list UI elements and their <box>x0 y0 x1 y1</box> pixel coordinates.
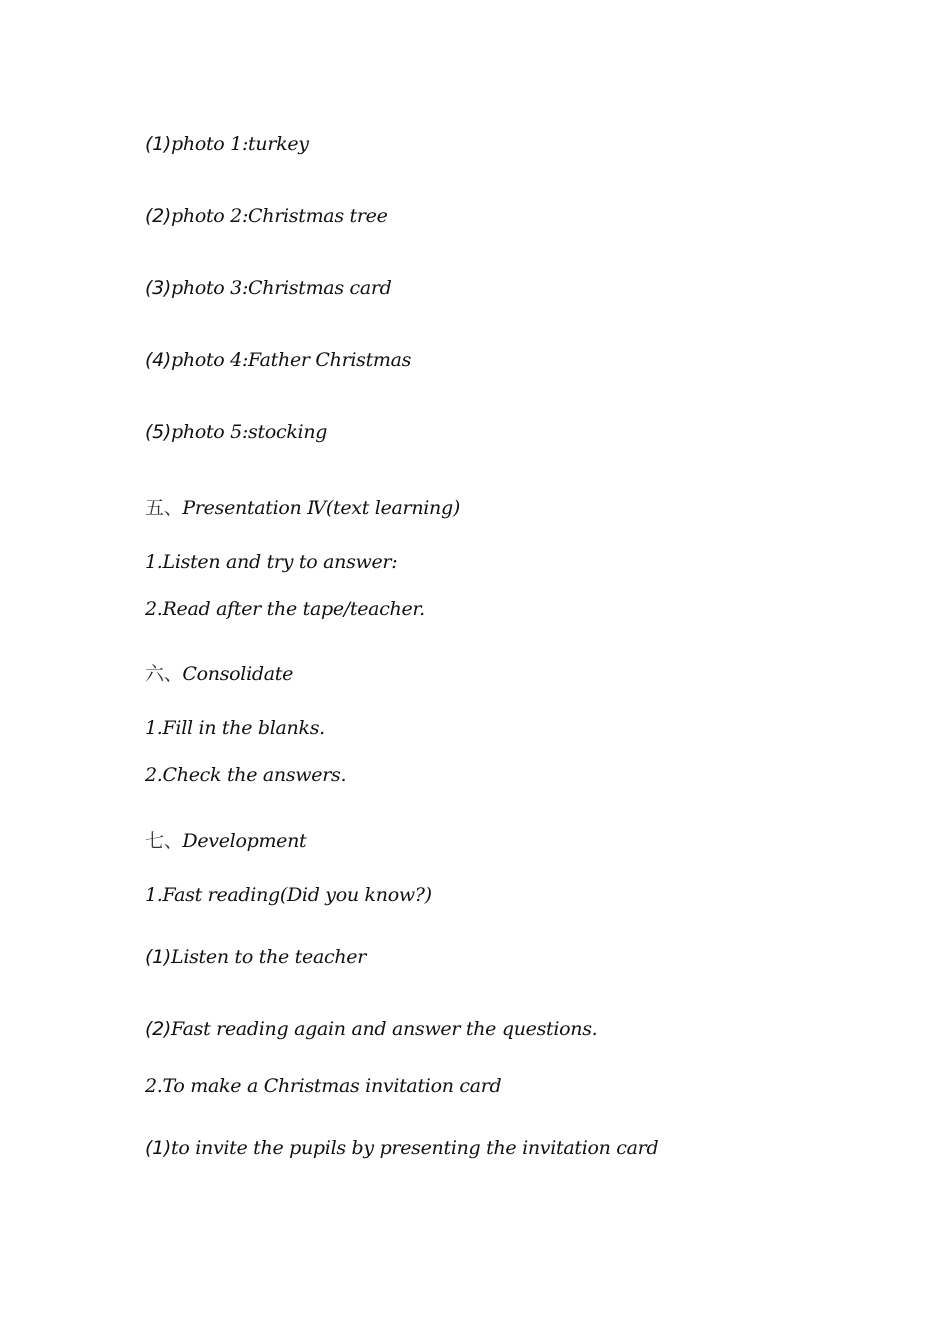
section-6-heading <box>145 659 293 686</box>
section-7-title: Development <box>182 830 307 852</box>
section-5-heading <box>145 493 460 520</box>
section-7-marker: 七、 <box>145 830 183 852</box>
section-6-item-1: 1.Fill in the blanks. <box>145 717 325 739</box>
photo-item-5-text: photo 5:stocking <box>171 421 328 443</box>
photo-item-1 <box>145 133 309 155</box>
photo-item-3-number: (3) <box>145 277 172 299</box>
photo-item-4-text: photo 4:Father Christmas <box>171 349 412 371</box>
photo-item-1-number: (1) <box>145 133 172 155</box>
photo-item-5 <box>145 421 327 443</box>
photo-item-2 <box>145 205 388 227</box>
section-5-title: Presentation Ⅳ(text learning) <box>182 497 460 519</box>
section-5-item-1: 1.Listen and try to answer: <box>145 551 398 573</box>
section-7-item-1-sub-1 <box>145 946 366 968</box>
photo-item-5-number: (5) <box>145 421 172 443</box>
section-7-item-1-sub-1-text: Listen to the teacher <box>171 946 366 968</box>
section-5-marker: 五、 <box>145 497 183 519</box>
section-7-item-1: 1.Fast reading(Did you know?) <box>145 884 432 906</box>
section-7-item-1-sub-2-number: (2) <box>145 1018 172 1040</box>
section-7-item-2-sub-1-text: to invite the pupils by presenting the invitation card <box>171 1137 659 1159</box>
section-7-heading <box>145 826 306 853</box>
photo-item-3 <box>145 277 392 299</box>
section-7-item-1-sub-2 <box>145 1018 597 1040</box>
photo-item-2-text: photo 2:Christmas tree <box>171 205 388 227</box>
section-7-item-2-sub-1-number: (1) <box>145 1137 172 1159</box>
photo-item-4-number: (4) <box>145 349 172 371</box>
section-7-item-1-sub-2-text: Fast reading again and answer the questions. <box>171 1018 598 1040</box>
photo-item-3-text: photo 3:Christmas card <box>171 277 392 299</box>
photo-item-4 <box>145 349 411 371</box>
section-6-marker: 六、 <box>145 663 183 685</box>
section-6-title: Consolidate <box>182 663 294 685</box>
section-5-item-2: 2.Read after the tape/teacher. <box>145 598 425 620</box>
section-6-item-2: 2.Check the answers. <box>145 764 347 786</box>
photo-item-1-text: photo 1:turkey <box>171 133 309 155</box>
section-7-item-1-sub-1-number: (1) <box>145 946 172 968</box>
section-7-item-2-sub-1 <box>145 1137 658 1159</box>
photo-item-2-number: (2) <box>145 205 172 227</box>
section-7-item-2: 2.To make a Christmas invitation card <box>145 1075 502 1097</box>
